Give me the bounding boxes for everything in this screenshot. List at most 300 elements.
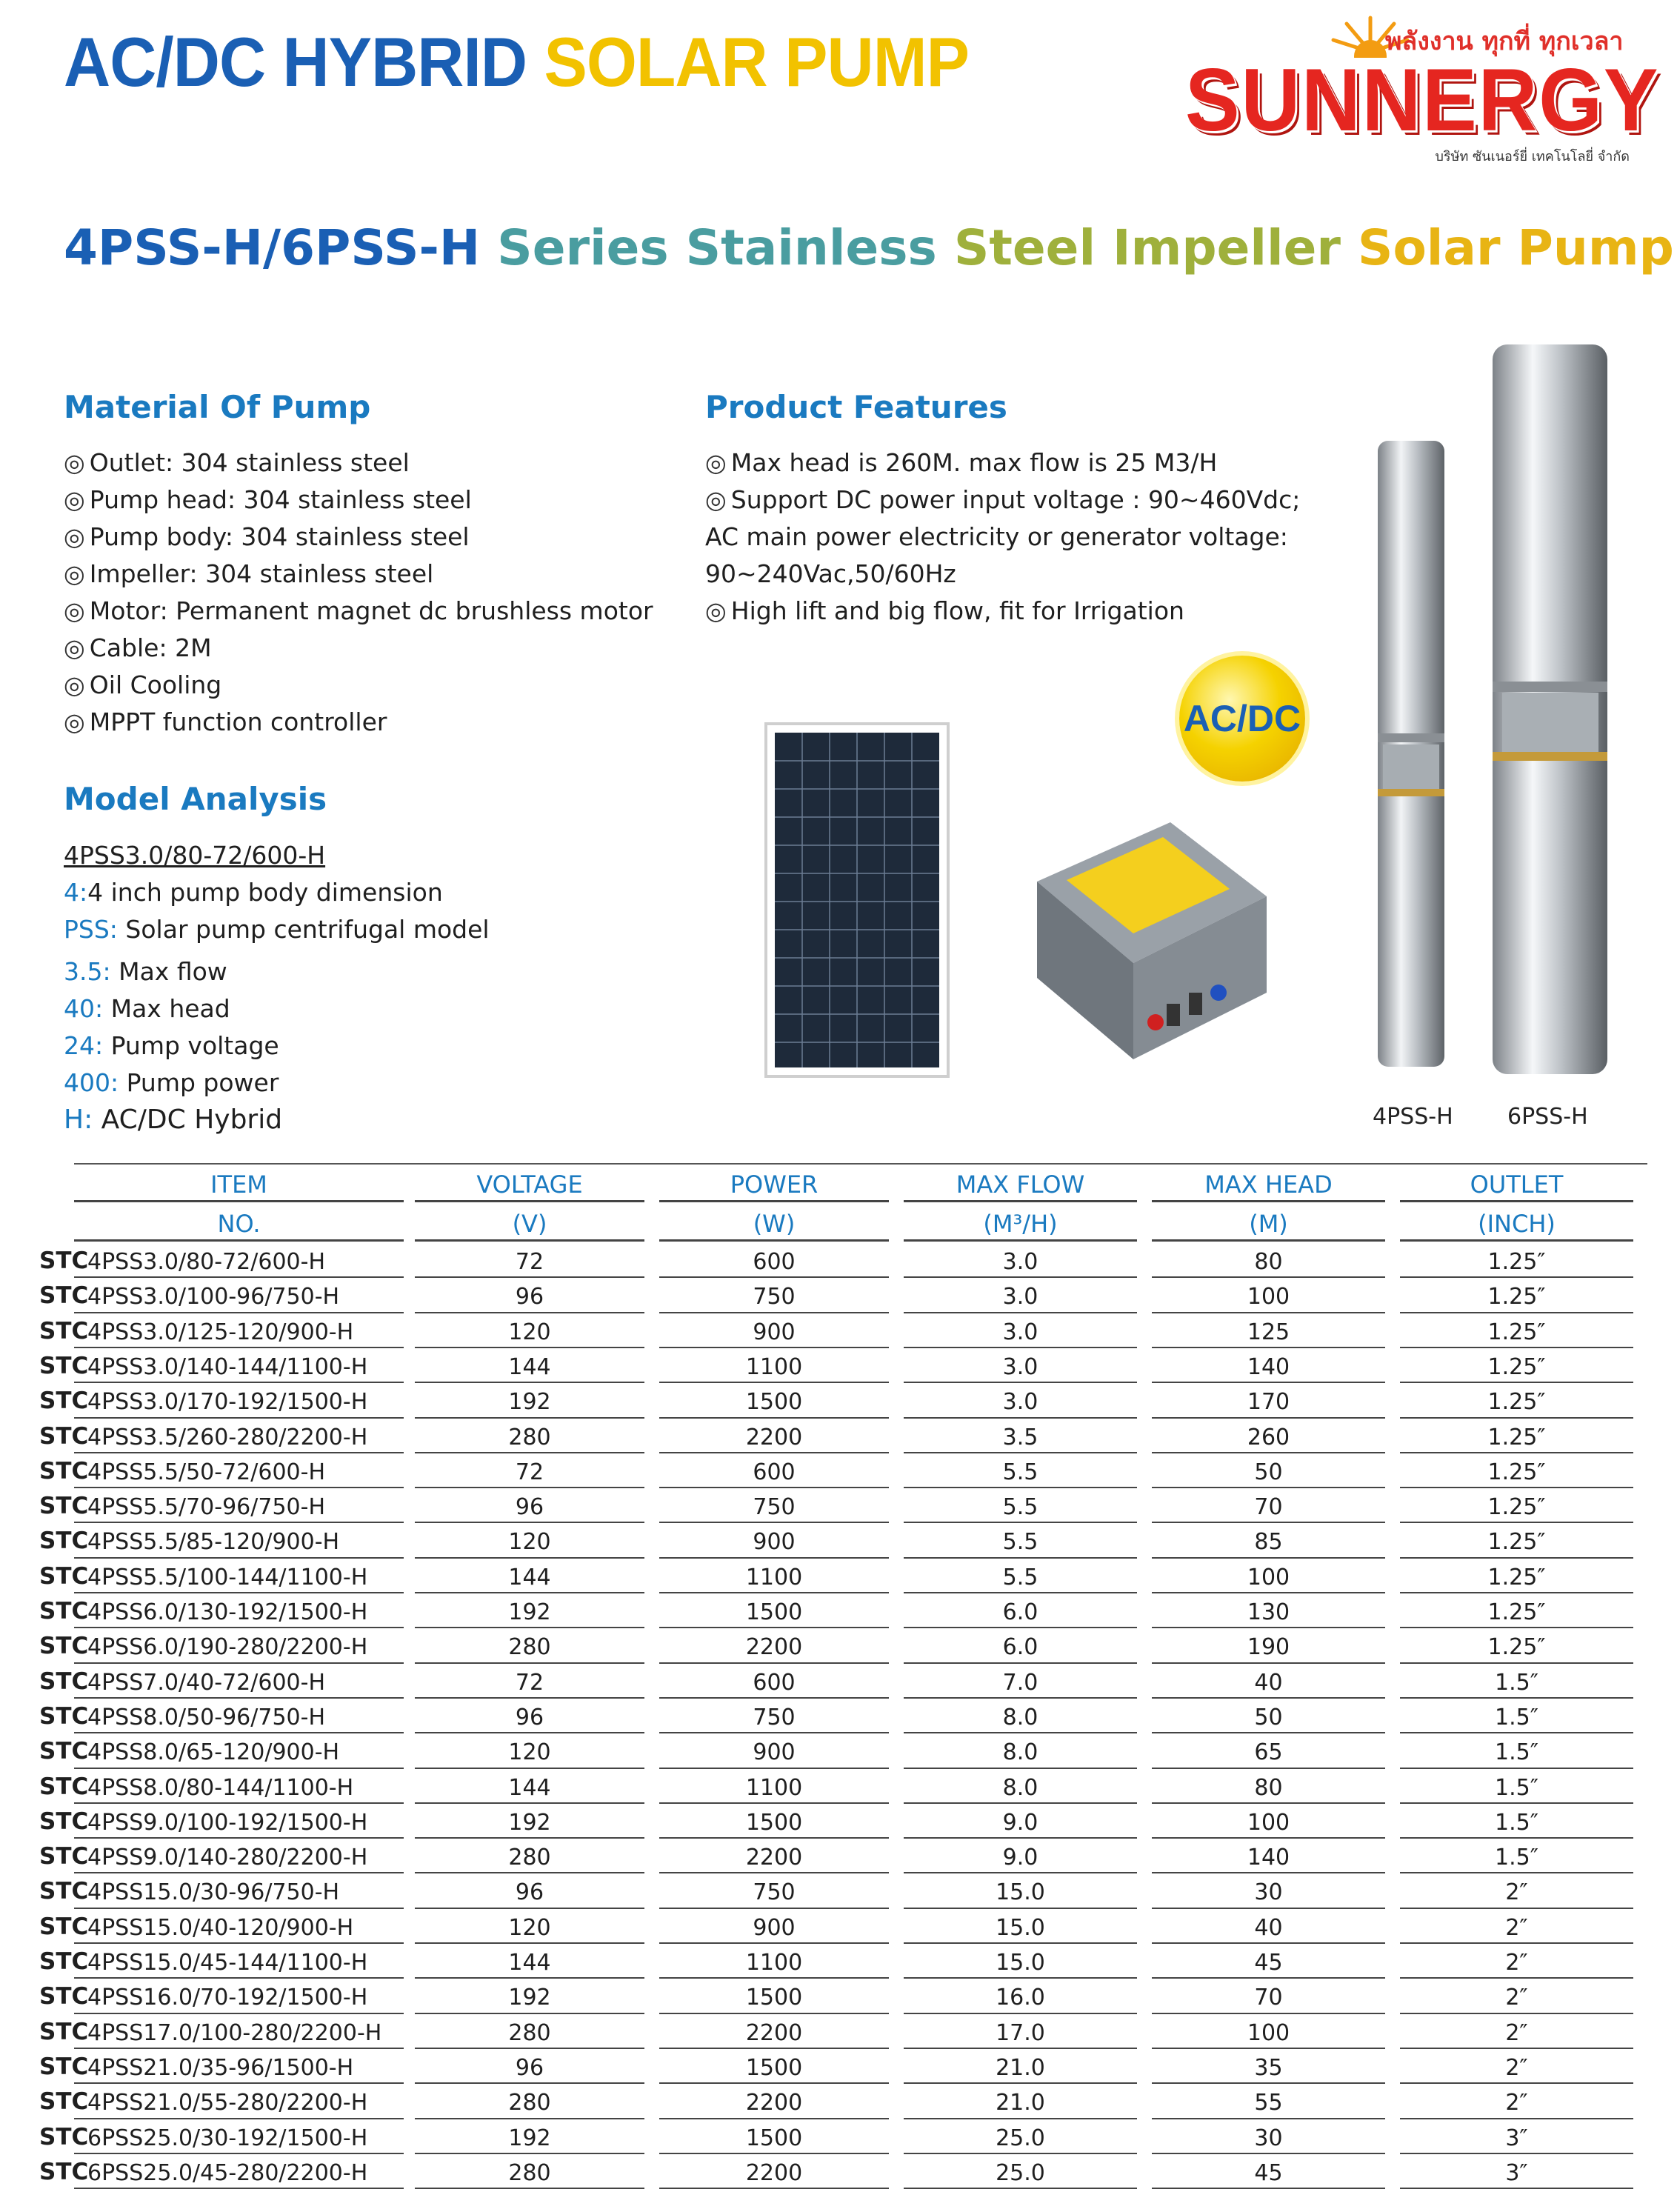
table-row-rule (1152, 1592, 1385, 1593)
table-row-rule (1400, 1732, 1633, 1733)
table-row-rule (415, 1908, 644, 1909)
table-cell: 2″ (1505, 2090, 1528, 2116)
table-row-rule (74, 1522, 404, 1523)
table-row-rule (904, 1627, 1137, 1628)
table-cell-model: 4PSS3.0/140-144/1100-H (87, 1353, 368, 1380)
table-row-rule (1152, 1732, 1385, 1733)
model-code-item: 400: Pump power (64, 1068, 279, 1097)
table-row-rule (415, 1452, 644, 1453)
table-row-rule (659, 1872, 889, 1873)
table-row-rule (904, 1802, 1137, 1804)
table-row-rule (904, 1382, 1137, 1383)
table-cell: 280 (508, 1424, 551, 1450)
table-cell: 1500 (745, 2054, 803, 2081)
table-row-rule (659, 1977, 889, 1979)
table-cell: 2200 (745, 2019, 803, 2046)
table-cell: 260 (1247, 1424, 1290, 1450)
table-cell: 1.5″ (1495, 1704, 1538, 1730)
table-row-prefix: STC (39, 2018, 89, 2045)
table-cell: 1.25″ (1487, 1564, 1546, 1590)
table-row-rule (904, 1662, 1137, 1664)
table-row-rule (904, 1276, 1137, 1278)
table-row-rule (1152, 1312, 1385, 1313)
material-item: ◎ MPPT function controller (64, 707, 387, 736)
pump-caption-6pss: 6PSS-H (1507, 1104, 1588, 1130)
table-cell: 100 (1247, 1809, 1290, 1836)
pump-4pss-h-image (1367, 441, 1456, 1067)
table-row-rule (1400, 1697, 1633, 1699)
table-cell-model: 4PSS5.5/50-72/600-H (87, 1459, 326, 1485)
table-row-rule (659, 1942, 889, 1944)
table-cell-model: 4PSS3.0/170-192/1500-H (87, 1389, 368, 1416)
table-row-rule (74, 1592, 404, 1593)
table-row-rule (74, 1942, 404, 1944)
series-title-part-3: Steel Impeller (953, 219, 1341, 276)
table-cell: 1.25″ (1487, 1634, 1546, 1661)
table-cell: 3.0 (1002, 1284, 1038, 1310)
table-cell: 140 (1247, 1845, 1290, 1871)
table-cell: 96 (515, 2054, 544, 2081)
table-row-rule (1400, 1802, 1633, 1804)
table-row-rule (659, 1487, 889, 1488)
table-cell: 17.0 (996, 2019, 1045, 2046)
table-cell: 3.0 (1002, 1319, 1038, 1345)
table-row-rule (904, 1977, 1137, 1979)
table-cell: 2200 (745, 2090, 803, 2116)
table-subheader-cell: (M) (1249, 1210, 1288, 1238)
table-row-rule (904, 1487, 1137, 1488)
table-cell: 600 (753, 1669, 796, 1696)
material-item: ◎ Outlet: 304 stainless steel (64, 448, 410, 477)
table-subheader-cell: (M³/H) (983, 1210, 1058, 1238)
model-code-item: H: AC/DC Hybrid (64, 1105, 283, 1135)
table-cell: 72 (515, 1249, 544, 1275)
table-row-rule (904, 2048, 1137, 2049)
table-row-rule (1400, 2188, 1633, 2189)
table-row-rule (74, 1557, 404, 1559)
table-cell: 750 (753, 1284, 796, 1310)
table-row-prefix: STC (39, 1528, 89, 1555)
table-cell: 1500 (745, 1985, 803, 2011)
table-cell: 144 (508, 1564, 551, 1590)
table-header-cell: VOLTAGE (476, 1170, 583, 1199)
table-cell: 5.5 (1002, 1564, 1038, 1590)
model-example: 4PSS3.0/80-72/600-H (64, 841, 326, 870)
material-item: ◎ Pump head: 304 stainless steel (64, 485, 472, 514)
table-row-rule (659, 1276, 889, 1278)
model-code-item: PSS: Solar pump centrifugal model (64, 915, 490, 944)
table-cell: 2″ (1505, 2054, 1528, 2081)
table-cell: 120 (508, 1914, 551, 1941)
table-subheader-rule (1400, 1239, 1633, 1242)
table-cell-model: 6PSS25.0/45-280/2200-H (87, 2159, 368, 2186)
table-cell: 96 (515, 1494, 544, 1521)
sunnergy-logo (1185, 13, 1660, 169)
table-row-rule (904, 1312, 1137, 1313)
table-row-rule (1400, 1522, 1633, 1523)
table-row-rule (74, 1837, 404, 1839)
table-cell: 72 (515, 1669, 544, 1696)
table-cell: 3.0 (1002, 1249, 1038, 1275)
table-row-rule (1152, 2082, 1385, 2084)
table-row-rule (1400, 2153, 1633, 2154)
series-title-part-2: Series Stainless (497, 219, 937, 276)
table-cell-model: 4PSS21.0/55-280/2200-H (87, 2090, 368, 2116)
table-cell: 120 (508, 1319, 551, 1345)
table-row-rule (415, 1768, 644, 1769)
model-code-item: 3.5: Max flow (64, 957, 227, 986)
table-row-rule (1400, 1452, 1633, 1453)
table-row-prefix: STC (39, 1913, 89, 1940)
table-row-rule (1400, 1942, 1633, 1944)
table-row-rule (1152, 1382, 1385, 1383)
table-row-rule (415, 1732, 644, 1733)
table-cell: 280 (508, 2090, 551, 2116)
table-cell: 45 (1254, 1950, 1283, 1976)
table-cell-model: 4PSS8.0/50-96/750-H (87, 1704, 326, 1730)
table-subheader-rule (1152, 1239, 1385, 1242)
table-cell: 100 (1247, 1284, 1290, 1310)
table-row-rule (904, 1732, 1137, 1733)
table-cell: 5.5 (1002, 1494, 1038, 1521)
table-cell-model: 4PSS8.0/80-144/1100-H (87, 1774, 354, 1801)
table-row-rule (1152, 1417, 1385, 1419)
table-cell: 1100 (745, 1950, 803, 1976)
model-analysis-heading: Model Analysis (64, 781, 327, 817)
table-row-rule (659, 1697, 889, 1699)
feature-item: ◎ Max head is 260M. max flow is 25 M3/H (705, 448, 1218, 477)
table-cell: 21.0 (996, 2090, 1045, 2116)
table-row-rule (1400, 1347, 1633, 1348)
table-row-rule (1400, 1276, 1633, 1278)
table-header-rule (1400, 1200, 1633, 1202)
table-row-rule (1152, 1802, 1385, 1804)
table-cell: 80 (1254, 1774, 1283, 1801)
table-row-rule (659, 2013, 889, 2014)
table-cell: 1.25″ (1487, 1249, 1546, 1275)
table-row-prefix: STC (39, 1843, 89, 1870)
table-row-rule (904, 1452, 1137, 1453)
table-row-rule (659, 2048, 889, 2049)
table-cell: 2″ (1505, 1914, 1528, 1941)
table-cell: 3″ (1505, 2159, 1528, 2186)
table-header-cell: MAX FLOW (956, 1170, 1085, 1199)
table-cell: 55 (1254, 2090, 1283, 2116)
table-row-rule (415, 1347, 644, 1348)
table-cell: 35 (1254, 2054, 1283, 2081)
table-row-rule (415, 2188, 644, 2189)
table-top-rule (74, 1163, 1647, 1165)
table-cell: 96 (515, 1879, 544, 1906)
table-row-prefix: STC (39, 1562, 89, 1590)
table-header-rule (904, 1200, 1137, 1202)
table-row-rule (74, 1802, 404, 1804)
table-cell: 190 (1247, 1634, 1290, 1661)
series-title-part-1: 4PSS-H/6PSS-H (64, 219, 481, 276)
table-row-rule (659, 1522, 889, 1523)
table-header-rule (415, 1200, 644, 1202)
table-row-prefix: STC (39, 1808, 89, 1835)
table-cell: 900 (753, 1529, 796, 1556)
table-cell: 8.0 (1002, 1704, 1038, 1730)
table-cell-model: 4PSS5.5/85-120/900-H (87, 1529, 340, 1556)
table-row-rule (904, 2153, 1137, 2154)
table-subheader-rule (415, 1239, 644, 1242)
table-cell: 1.5″ (1495, 1845, 1538, 1871)
table-row-rule (904, 1697, 1137, 1699)
table-cell-model: 4PSS3.5/260-280/2200-H (87, 1424, 368, 1450)
table-row-rule (1400, 2048, 1633, 2049)
table-cell: 750 (753, 1879, 796, 1906)
table-cell-model: 4PSS9.0/140-280/2200-H (87, 1845, 368, 1871)
table-cell: 80 (1254, 1249, 1283, 1275)
table-row-rule (74, 1347, 404, 1348)
table-row-rule (659, 1382, 889, 1383)
table-cell: 15.0 (996, 1914, 1045, 1941)
material-item: ◎ Impeller: 304 stainless steel (64, 559, 434, 588)
table-row-rule (415, 1417, 644, 1419)
table-row-rule (415, 2118, 644, 2119)
table-row-prefix: STC (39, 1773, 89, 1800)
table-subheader-rule (74, 1239, 404, 1242)
pump-caption-4pss: 4PSS-H (1373, 1104, 1453, 1130)
table-cell-model: 4PSS8.0/65-120/900-H (87, 1739, 340, 1766)
table-row-prefix: STC (39, 1702, 89, 1730)
table-cell-model: 4PSS6.0/130-192/1500-H (87, 1599, 368, 1625)
table-cell: 96 (515, 1704, 544, 1730)
table-row-rule (415, 2153, 644, 2154)
title-part-1: AC/DC HYBRID (64, 23, 527, 101)
table-cell: 3.5 (1002, 1424, 1038, 1450)
table-cell: 25.0 (996, 2159, 1045, 2186)
table-cell: 192 (508, 2125, 551, 2151)
table-row-rule (1400, 1417, 1633, 1419)
table-row-rule (904, 2013, 1137, 2014)
table-cell: 280 (508, 2159, 551, 2186)
table-row-rule (415, 1382, 644, 1383)
table-cell: 1.5″ (1495, 1809, 1538, 1836)
table-row-prefix: STC (39, 2088, 89, 2116)
table-row-rule (1400, 1662, 1633, 1664)
table-cell: 1.5″ (1495, 1774, 1538, 1801)
feature-item-continued: 90~240Vac,50/60Hz (705, 559, 956, 588)
table-cell: 9.0 (1002, 1845, 1038, 1871)
table-row-prefix: STC (39, 1738, 89, 1765)
table-cell-model: 6PSS25.0/30-192/1500-H (87, 2125, 368, 2151)
table-row-rule (1400, 1977, 1633, 1979)
table-row-rule (904, 1908, 1137, 1909)
table-cell: 2200 (745, 1845, 803, 1871)
table-row-rule (659, 1768, 889, 1769)
table-cell-model: 4PSS17.0/100-280/2200-H (87, 2019, 382, 2046)
table-cell-model: 4PSS15.0/45-144/1100-H (87, 1950, 368, 1976)
table-row-rule (74, 1872, 404, 1873)
table-row-prefix: STC (39, 1948, 89, 1975)
table-row-rule (904, 2082, 1137, 2084)
table-cell: 1.25″ (1487, 1284, 1546, 1310)
table-cell-model: 4PSS3.0/80-72/600-H (87, 1249, 326, 1275)
table-row-rule (74, 2013, 404, 2014)
table-cell: 30 (1254, 2125, 1283, 2151)
table-cell: 1100 (745, 1353, 803, 1380)
table-row-rule (1400, 1382, 1633, 1383)
table-row-prefix: STC (39, 1317, 89, 1345)
table-row-rule (1152, 2188, 1385, 2189)
table-row-rule (415, 2082, 644, 2084)
table-row-rule (74, 1627, 404, 1628)
table-cell: 280 (508, 1634, 551, 1661)
table-row-rule (1400, 1908, 1633, 1909)
table-cell: 40 (1254, 1914, 1283, 1941)
table-row-rule (415, 1802, 644, 1804)
table-row-prefix: STC (39, 1493, 89, 1520)
table-row-rule (415, 2013, 644, 2014)
logo-tagline: พลังงาน ทุกที่ ทุกเวลา (1385, 27, 1624, 56)
table-row-prefix: STC (39, 1598, 89, 1625)
table-cell: 1.25″ (1487, 1353, 1546, 1380)
table-cell-model: 4PSS5.5/100-144/1100-H (87, 1564, 368, 1590)
table-cell: 15.0 (996, 1879, 1045, 1906)
table-row-rule (415, 2048, 644, 2049)
table-row-rule (74, 2188, 404, 2189)
table-cell: 6.0 (1002, 1634, 1038, 1661)
material-heading: Material Of Pump (64, 389, 371, 425)
table-cell: 15.0 (996, 1950, 1045, 1976)
table-cell: 30 (1254, 1879, 1283, 1906)
table-cell: 1.25″ (1487, 1529, 1546, 1556)
table-cell: 3.0 (1002, 1389, 1038, 1416)
table-row-rule (1152, 1487, 1385, 1488)
model-code-item: 24: Pump voltage (64, 1031, 279, 1060)
table-row-rule (74, 2153, 404, 2154)
table-cell: 1.25″ (1487, 1319, 1546, 1345)
table-cell-model: 4PSS5.5/70-96/750-H (87, 1494, 326, 1521)
table-row-rule (1400, 1627, 1633, 1628)
model-analysis-list (64, 874, 490, 1139)
table-row-rule (1400, 1557, 1633, 1559)
table-header-rule (1152, 1200, 1385, 1202)
table-row-rule (1400, 2118, 1633, 2119)
table-row-rule (74, 1697, 404, 1699)
table-header-rule (659, 1200, 889, 1202)
page-title (64, 22, 969, 102)
table-cell: 65 (1254, 1739, 1283, 1766)
table-subheader-rule (659, 1239, 889, 1242)
table-cell: 120 (508, 1739, 551, 1766)
table-row-rule (415, 1592, 644, 1593)
table-row-prefix: STC (39, 1352, 89, 1379)
table-cell: 140 (1247, 1353, 1290, 1380)
table-cell: 5.5 (1002, 1459, 1038, 1485)
solar-panel-image (764, 722, 950, 1078)
table-row-rule (904, 1522, 1137, 1523)
table-cell: 125 (1247, 1319, 1290, 1345)
table-cell: 7.0 (1002, 1669, 1038, 1696)
table-cell-model: 4PSS21.0/35-96/1500-H (87, 2054, 354, 2081)
table-cell-model: 4PSS3.0/100-96/750-H (87, 1284, 340, 1310)
table-cell: 72 (515, 1459, 544, 1485)
table-row-rule (659, 1662, 889, 1664)
table-cell: 130 (1247, 1599, 1290, 1625)
table-cell: 144 (508, 1950, 551, 1976)
table-cell: 120 (508, 1529, 551, 1556)
table-cell: 750 (753, 1704, 796, 1730)
table-row-rule (1152, 1347, 1385, 1348)
table-row-rule (659, 1417, 889, 1419)
table-subheader-cell: (W) (753, 1210, 796, 1238)
table-row-rule (659, 1802, 889, 1804)
table-row-prefix: STC (39, 2123, 89, 2151)
table-row-rule (1152, 1276, 1385, 1278)
table-row-prefix: STC (39, 1633, 89, 1660)
table-cell: 1500 (745, 1389, 803, 1416)
table-cell-model: 4PSS3.0/125-120/900-H (87, 1319, 354, 1345)
table-row-rule (904, 1942, 1137, 1944)
table-row-rule (415, 1557, 644, 1559)
table-cell: 70 (1254, 1494, 1283, 1521)
table-row-rule (1152, 1627, 1385, 1628)
table-row-rule (74, 1452, 404, 1453)
table-row-rule (1152, 1697, 1385, 1699)
table-row-rule (74, 1417, 404, 1419)
table-row-rule (415, 1312, 644, 1313)
logo-brand: SUNNERGY (1185, 50, 1660, 150)
table-row-prefix: STC (39, 2158, 89, 2185)
table-row-rule (659, 2153, 889, 2154)
table-cell: 144 (508, 1353, 551, 1380)
table-cell: 900 (753, 1739, 796, 1766)
table-cell: 192 (508, 1809, 551, 1836)
material-list (64, 444, 653, 741)
table-cell: 3.0 (1002, 1353, 1038, 1380)
material-item: ◎ Oil Cooling (64, 670, 222, 699)
table-cell: 21.0 (996, 2054, 1045, 2081)
table-cell: 5.5 (1002, 1529, 1038, 1556)
logo-company: บริษัท ซันเนอร์ยี่ เทคโนโลยี่ จำกัด (1435, 149, 1630, 164)
table-cell: 2200 (745, 1424, 803, 1450)
table-subheader-rule (904, 1239, 1137, 1242)
table-cell-model: 4PSS7.0/40-72/600-H (87, 1669, 326, 1696)
table-cell: 1500 (745, 2125, 803, 2151)
table-row-rule (1152, 1662, 1385, 1664)
table-row-prefix: STC (39, 1388, 89, 1415)
model-code-item: 40: Max head (64, 994, 230, 1023)
material-item: ◎ Motor: Permanent magnet dc brushless motor (64, 596, 653, 625)
table-row-rule (904, 1837, 1137, 1839)
table-cell: 2″ (1505, 2019, 1528, 2046)
table-row-rule (1152, 1872, 1385, 1873)
table-row-rule (904, 1768, 1137, 1769)
acdc-badge: AC/DC (1179, 656, 1305, 782)
table-header-cell: ITEM (210, 1170, 267, 1199)
material-item: ◎ Cable: 2M (64, 633, 212, 662)
table-cell: 1.25″ (1487, 1459, 1546, 1485)
table-row-rule (1400, 1592, 1633, 1593)
table-cell-model: 4PSS15.0/30-96/750-H (87, 1879, 340, 1906)
table-cell: 1.25″ (1487, 1424, 1546, 1450)
table-cell: 1.25″ (1487, 1494, 1546, 1521)
table-cell: 1500 (745, 1809, 803, 1836)
series-title-part-4: Solar Pump (1357, 219, 1674, 276)
table-row-rule (1152, 1942, 1385, 1944)
table-row-rule (74, 1732, 404, 1733)
table-header-cell: POWER (730, 1170, 819, 1199)
table-row-rule (415, 1627, 644, 1628)
table-cell: 100 (1247, 1564, 1290, 1590)
pump-6pss-h-image (1481, 344, 1618, 1074)
table-row-rule (1400, 1768, 1633, 1769)
table-row-rule (659, 2118, 889, 2119)
